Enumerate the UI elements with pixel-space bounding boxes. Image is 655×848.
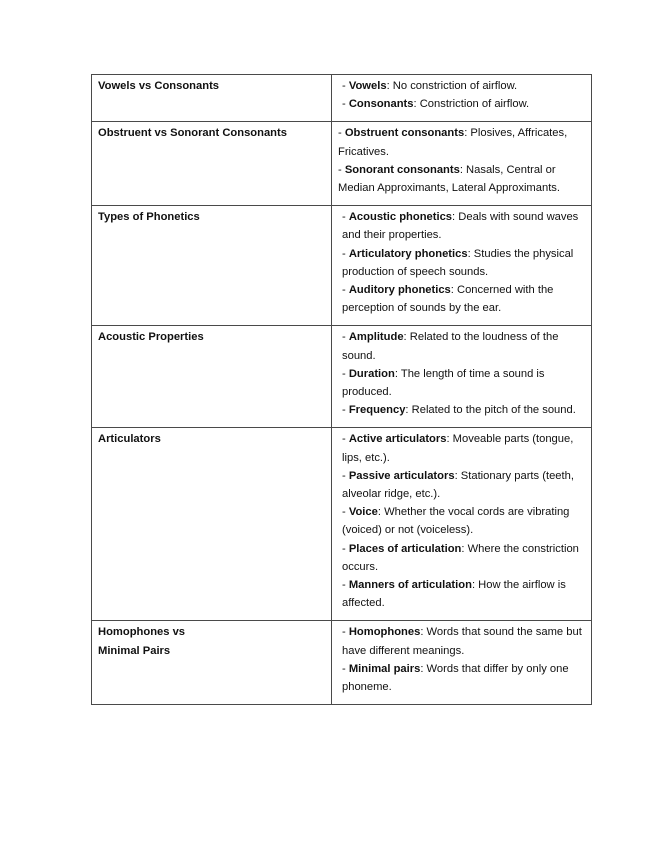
- definition-dash: -: [342, 404, 349, 417]
- definition-item: [342, 77, 587, 95]
- definition-dash: -: [342, 469, 349, 482]
- definition-item: [342, 576, 587, 612]
- term-label: Types of Phonetics: [98, 211, 200, 224]
- definition-dash: -: [342, 662, 349, 675]
- table-row: [92, 621, 592, 705]
- definition-dash: -: [342, 433, 349, 446]
- definition-term: Frequency: [348, 404, 406, 417]
- definition-term: Obstruent consonants: [344, 127, 465, 140]
- definition-cell: [332, 122, 592, 206]
- table-row: [92, 206, 592, 326]
- definition-cell: [332, 428, 592, 621]
- definition-text: : Words that sound the same but have different meanings.: [342, 626, 582, 657]
- definition-item: [342, 623, 587, 659]
- definition-item: [342, 430, 587, 466]
- definition-text: : Where the constriction occurs.: [342, 542, 579, 573]
- term-label: Acoustic Properties: [98, 331, 204, 344]
- term-label: Vowels vs Consonants: [98, 80, 220, 92]
- definition-term: Articulatory phonetics: [348, 247, 468, 260]
- definition-cell: [332, 206, 592, 326]
- definition-cell: [332, 75, 592, 122]
- definition-text: : Plosives, Affricates, Fricatives.: [338, 127, 568, 158]
- term-cell: [92, 206, 332, 326]
- term-cell: [92, 75, 332, 122]
- term-cell: [92, 122, 332, 206]
- definition-text: : Whether the vocal cords are vibrating (voiced) or not (voiceless).: [342, 506, 570, 537]
- definition-dash: -: [338, 127, 345, 140]
- definition-text: : How the airflow is affected.: [342, 579, 566, 610]
- definition-dash: -: [342, 331, 349, 344]
- definition-dash: -: [342, 211, 349, 224]
- definition-text: : Constriction of airflow.: [413, 98, 530, 111]
- definition-term: Manners of articulation: [348, 579, 472, 592]
- definition-term: Passive articulators: [348, 469, 455, 482]
- definition-item: [342, 365, 587, 401]
- definition-dash: -: [342, 506, 349, 519]
- definition-text: : Related to the pitch of the sound.: [405, 404, 576, 417]
- term-label: Articulators: [98, 433, 161, 446]
- definition-text: : Deals with sound waves and their properties.: [342, 211, 579, 242]
- definition-term: Minimal pairs: [348, 662, 421, 675]
- definition-text: : Related to the loudness of the sound.: [342, 331, 559, 362]
- term-label: Homophones vs: [98, 626, 186, 639]
- definition-term: Consonants: [348, 98, 414, 111]
- definition-item: [342, 281, 587, 317]
- definition-cell: [332, 621, 592, 705]
- table-row: [92, 122, 592, 206]
- term-label: Minimal Pairs: [98, 644, 171, 657]
- table-row: [92, 326, 592, 428]
- definition-dash: -: [342, 80, 349, 92]
- definition-text: : Stationary parts (teeth, alveolar ridge, etc.).: [342, 469, 574, 501]
- definition-item: [342, 245, 587, 281]
- definition-term: Duration: [348, 367, 395, 380]
- definition-term: Active articulators: [348, 433, 447, 446]
- definition-item: [342, 660, 587, 696]
- phonetics-notes-table: [91, 74, 592, 705]
- definition-text: : Concerned with the perception of sounds by the ear.: [342, 284, 554, 315]
- definition-text: : The length of time a sound is produced.: [342, 367, 545, 399]
- definition-dash: -: [342, 579, 349, 592]
- definition-term: Acoustic phonetics: [348, 211, 453, 224]
- definition-text: : No constriction of airflow.: [386, 80, 518, 92]
- term-label: Obstruent vs Sonorant Consonants: [98, 127, 287, 140]
- definition-item: [342, 208, 587, 244]
- definition-item: [342, 328, 587, 364]
- definition-term: Auditory phonetics: [348, 284, 451, 297]
- definition-item: [342, 95, 587, 113]
- definition-term: Voice: [348, 506, 378, 519]
- definition-dash: -: [342, 284, 349, 297]
- definition-dash: -: [342, 247, 349, 260]
- definition-dash: -: [342, 626, 349, 639]
- definition-dash: -: [338, 163, 345, 176]
- definition-item: [342, 503, 587, 539]
- definition-text: : Studies the physical production of speech sounds.: [342, 247, 574, 278]
- definition-term: Sonorant consonants: [344, 163, 460, 176]
- definition-dash: -: [342, 367, 349, 380]
- definition-item: [342, 540, 587, 576]
- definition-term: Homophones: [348, 626, 421, 639]
- term-cell: [92, 621, 332, 705]
- definition-term: Amplitude: [348, 331, 404, 344]
- definition-text: : Nasals, Central or Median Approximants, Lateral Approximants.: [338, 163, 561, 195]
- table-row: [92, 75, 592, 122]
- definition-dash: -: [342, 542, 349, 555]
- definition-term: Vowels: [348, 80, 387, 92]
- definition-item: [342, 401, 587, 419]
- definition-dash: -: [342, 98, 349, 111]
- term-cell: [92, 428, 332, 621]
- definition-text: : Moveable parts (tongue, lips, etc.).: [342, 433, 574, 464]
- definition-item: [338, 161, 587, 197]
- definition-cell: [332, 326, 592, 428]
- table-row: [92, 428, 592, 621]
- definition-text: : Words that differ by only one phoneme.: [342, 662, 569, 694]
- definition-term: Places of articulation: [348, 542, 462, 555]
- term-cell: [92, 326, 332, 428]
- definition-item: [342, 467, 587, 503]
- definition-item: [338, 124, 587, 160]
